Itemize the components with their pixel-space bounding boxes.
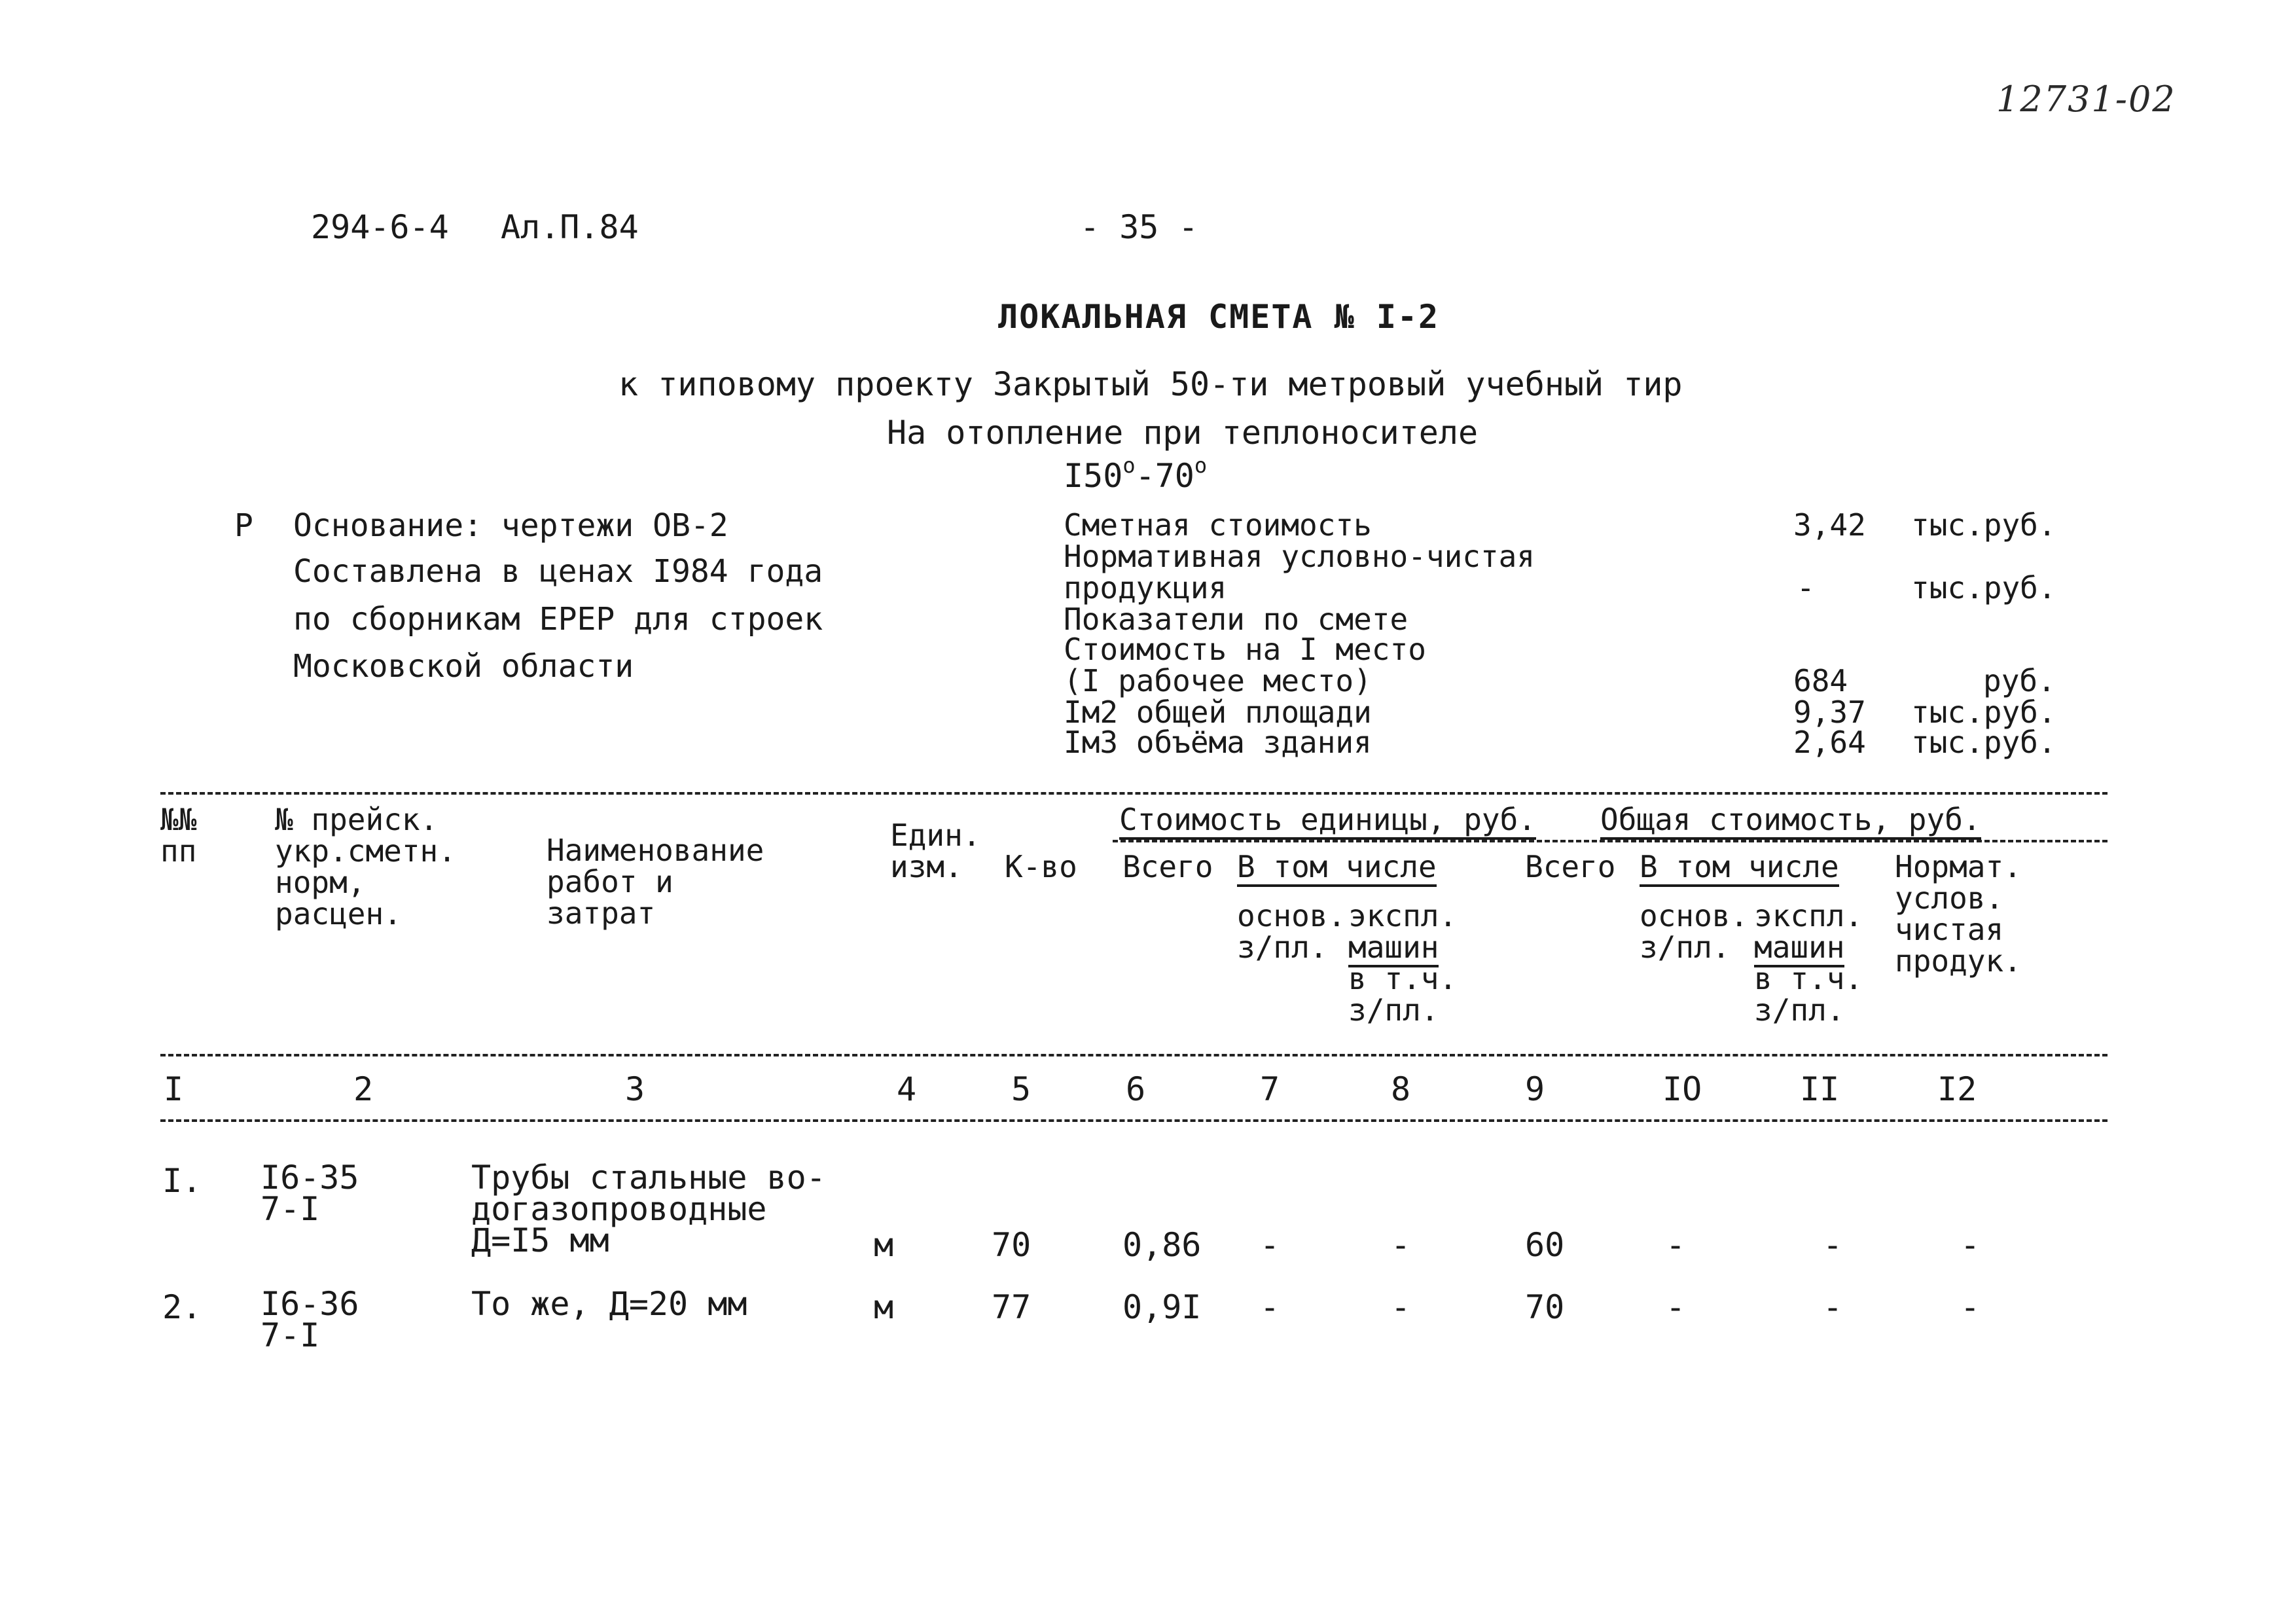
header-col-3: Наименование работ и затрат [547, 833, 764, 931]
row-1-quantity: 70 [992, 1226, 1031, 1264]
column-number-8: 8 [1391, 1070, 1411, 1108]
place-cost-label-2: (I рабочее место) [1064, 663, 1372, 698]
row-1-unit-total: 0,86 [1122, 1226, 1202, 1264]
column-number-1: I [164, 1070, 184, 1108]
total-cost-group: Общая стоимость, руб. [1600, 804, 1981, 835]
normative-value: - [1797, 570, 1815, 605]
album-number: Ал.П.84 [501, 208, 639, 246]
column-number-9: 9 [1525, 1070, 1545, 1108]
row-2-name: То же, Д=20 мм [471, 1285, 747, 1323]
row-2-number: 2. [162, 1288, 202, 1326]
including-label-unit: В том числе [1237, 851, 1437, 882]
header-col-11: экспл. машин в т.ч. з/пл. [1754, 898, 1863, 1028]
row-2-col-7: - [1260, 1288, 1280, 1326]
row-2-unit-total: 0,9I [1122, 1288, 1202, 1326]
estimate-cost-value: 3,42 [1793, 507, 1866, 543]
header-col-2: № прейск. укр.сметн. норм, расцен. [275, 802, 456, 931]
column-number-7: 7 [1260, 1070, 1280, 1108]
header-col-10: основ. з/пл. [1640, 898, 1749, 965]
volume-value: 2,64 [1793, 725, 1866, 760]
row-1-col-10: - [1666, 1226, 1686, 1264]
row-2-col-11: - [1823, 1288, 1843, 1326]
row-2-code: I6-36 7-I [260, 1285, 359, 1354]
header-col-6: Всего [1122, 849, 1213, 884]
place-cost-unit: руб. [1983, 663, 2056, 698]
column-number-6: 6 [1126, 1070, 1146, 1108]
row-1-code: I6-35 7-I [260, 1159, 359, 1228]
area-label: Iм2 общей площади [1064, 695, 1372, 730]
volume-label: Iм3 объёма здания [1064, 725, 1372, 760]
place-cost-value: 684 [1793, 663, 1848, 698]
column-number-2: 2 [353, 1070, 374, 1108]
row-2-quantity: 77 [992, 1288, 1031, 1326]
row-1-col-11: - [1823, 1226, 1843, 1264]
subtitle-line1: к типовому проекту Закрытый 50-ти метровый учебный тир [619, 365, 1683, 403]
column-number-10: IO [1662, 1070, 1702, 1108]
row-2-unit: м [874, 1288, 894, 1326]
column-number-4: 4 [897, 1070, 917, 1108]
page-number: - 35 - [1080, 208, 1198, 246]
table-top-rule [160, 792, 2108, 795]
region-line: Московской области [293, 648, 634, 685]
header-col-8: экспл. машин в т.ч. з/пл. [1348, 898, 1458, 1028]
coolant-temperature: I50$^o$-70$^o$ [1064, 453, 1208, 495]
column-number-12: I2 [1937, 1070, 1977, 1108]
collections-line: по сборникам ЕРЕР для строек [293, 601, 823, 638]
estimate-cost-unit: тыс.руб. [1911, 507, 2056, 543]
group-rule [1113, 840, 2108, 842]
normative-unit: тыс.руб. [1911, 570, 2056, 605]
area-unit: тыс.руб. [1911, 695, 2056, 730]
column-number-3: 3 [625, 1070, 645, 1108]
row-2-col-8: - [1391, 1288, 1411, 1326]
document-code: 294-6-4 [311, 208, 449, 246]
row-1-number: I. [162, 1162, 202, 1200]
row-1-name: Трубы стальные во- догазопроводные Д=I5 мм [471, 1159, 826, 1259]
column-numbers-rule [160, 1119, 2108, 1122]
row-2-col-10: - [1666, 1288, 1686, 1326]
estimate-cost-label: Сметная стоимость [1064, 507, 1372, 543]
volume-unit: тыс.руб. [1911, 725, 2056, 760]
basis-line: Основание: чертежи ОВ-2 [293, 507, 728, 544]
place-cost-label-1: Стоимость на I место [1064, 632, 1426, 667]
column-number-5: 5 [1011, 1070, 1031, 1108]
subtitle-line2: На отопление при теплоносителе [887, 414, 1479, 452]
prices-line: Составлена в ценах I984 года [293, 553, 823, 590]
header-col-5: К-во [1005, 849, 1077, 884]
indicators-label: Показатели по смете [1064, 602, 1408, 637]
header-col-7: основ. з/пл. [1237, 898, 1346, 965]
row-1-col-7: - [1260, 1226, 1280, 1264]
area-value: 9,37 [1793, 695, 1866, 730]
unit-cost-group: Стоимость единицы, руб. [1119, 804, 1536, 835]
row-1-col-12: - [1960, 1226, 1981, 1264]
normative-label-2: продукция [1064, 570, 1227, 605]
row-1-col-8: - [1391, 1226, 1411, 1264]
left-letter: Р [234, 507, 253, 544]
handwritten-code: 12731-02 [1996, 79, 2176, 120]
header-col-4: Един. изм. [890, 818, 981, 884]
including-label-total: В том числе [1640, 851, 1839, 882]
row-2-col-12: - [1960, 1288, 1981, 1326]
header-col-12: Нормат. услов. чистая продук. [1895, 849, 2022, 979]
header-col-9: Всего [1525, 849, 1616, 884]
row-1-unit: м [874, 1226, 894, 1264]
row-2-total: 70 [1525, 1288, 1565, 1326]
estimate-title: ЛОКАЛЬНАЯ СМЕТА № I-2 [998, 298, 1440, 336]
normative-label-1: Нормативная условно-чистая [1064, 539, 1535, 574]
row-1-total: 60 [1525, 1226, 1565, 1264]
column-number-11: II [1800, 1070, 1840, 1108]
header-col-1: №№ пп [160, 802, 197, 869]
header-bottom-rule [160, 1054, 2108, 1056]
